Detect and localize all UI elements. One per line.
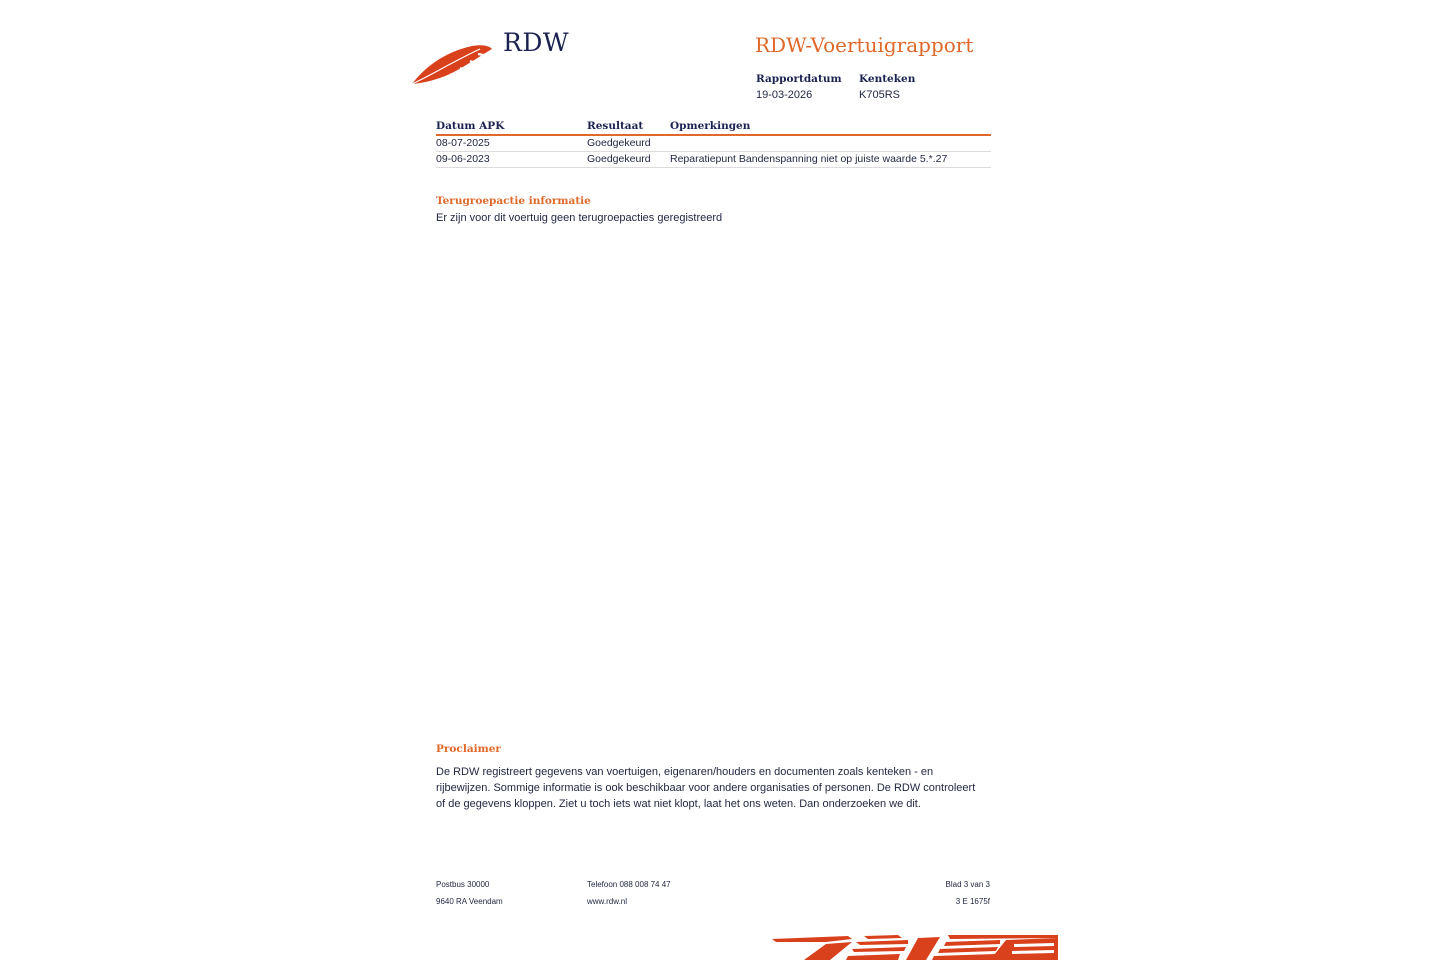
- row-divider: [436, 151, 991, 152]
- footer-address-line2: 9640 RA Veendam: [436, 897, 503, 906]
- rdw-feather-icon: [410, 40, 496, 88]
- page-title: RDW-Voertuigrapport: [755, 33, 974, 57]
- footer-phone: Telefoon 088 008 74 47: [587, 880, 671, 889]
- recall-text: Er zijn voor dit voertuig geen terugroepacties geregistreerd: [436, 212, 723, 224]
- cell-date: 09-06-2023: [436, 153, 490, 165]
- cell-date: 08-07-2025: [436, 137, 490, 149]
- footer-document-code: 3 E 1675f: [955, 897, 990, 906]
- report-date-value: 19-03-2026: [756, 89, 813, 101]
- plate-value: K705RS: [859, 89, 900, 101]
- proclaimer-text: De RDW registreert gegevens van voertuigen, eigenaren/houders en documenten zoals kenteken - en rijbewijzen. Sommige informatie is ook beschikbaar voor andere organisaties of personen. De RDW controleert of de gegevens kloppen. Ziet u toch iets wat niet klopt, laat het ons weten. Dan onderzoeken we dit.: [436, 766, 976, 810]
- logo-text: RDW: [503, 28, 570, 57]
- report-date-label: Rapportdatum: [756, 73, 842, 85]
- footer-page-number: Blad 3 van 3: [945, 880, 990, 889]
- cell-remarks: Reparatiepunt Bandenspanning niet op juiste waarde 5.*.27: [670, 153, 948, 165]
- footer-address-line1: Postbus 30000: [436, 880, 490, 889]
- table-header-divider: [436, 134, 991, 136]
- column-header-result: Resultaat: [587, 120, 644, 132]
- row-divider: [436, 167, 991, 168]
- cell-result: Goedgekeurd: [587, 153, 651, 165]
- column-header-date: Datum APK: [436, 120, 505, 132]
- recall-title: Terugroepactie informatie: [436, 195, 591, 207]
- column-header-remarks: Opmerkingen: [670, 120, 751, 132]
- orange-stripes: [768, 934, 1060, 960]
- footer-website: www.rdw.nl: [587, 897, 628, 906]
- plate-label: Kenteken: [859, 73, 916, 85]
- proclaimer-title: Proclaimer: [436, 743, 501, 755]
- cell-result: Goedgekeurd: [587, 137, 651, 149]
